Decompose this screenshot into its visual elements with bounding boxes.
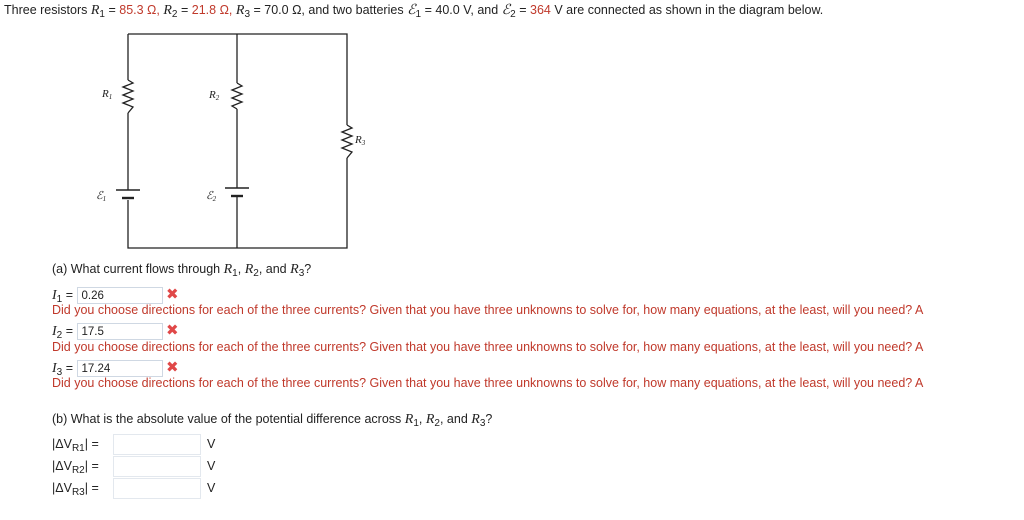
label-e2: ℰ2 — [206, 190, 217, 203]
i3-answer-field[interactable]: 17.24 — [77, 360, 163, 377]
part-a-question: (a) What current flows through $R_1$, $R_2$, and $R_3$? — [52, 262, 312, 279]
dv-r2-input[interactable] — [113, 456, 201, 477]
i1-feedback: Did you choose directions for each of the three currents? Given that you have three unknowns to solve for, how many equations, at the least, will you need? A — [52, 303, 924, 317]
r1-value: 85.3 Ω, — [119, 3, 160, 17]
dv-r1-row: $|\Delta V_{R1}| = V$ — [52, 434, 215, 455]
e1-value: 40.0 V, and — [435, 3, 499, 17]
problem-statement: Three resistors $R_1 = 85.3$ Ω, $R_2 = 21.8$ Ω, $R_3 = 70.0$ Ω, and two batteries ℰ$_1$ = 40.0 V, and ℰ$_2$ = 364 V are connected as shown in the diagram below. — [4, 3, 824, 20]
r3-value: 70.0 Ω, and two batteries — [264, 3, 404, 17]
incorrect-x-icon: ✖ — [166, 322, 179, 339]
e2-value: 364 — [530, 3, 551, 17]
i2-feedback: Did you choose directions for each of the three currents? Given that you have three unknowns to solve for, how many equations, at the least, will you need? A — [52, 340, 924, 354]
resistor-r2 — [232, 83, 242, 109]
i2-answer-field[interactable]: 17.5 — [77, 323, 163, 340]
i3-feedback: Did you choose directions for each of the three currents? Given that you have three unknowns to solve for, how many equations, at the least, will you need? A — [52, 376, 924, 390]
r2-value: 21.8 Ω, — [191, 3, 233, 17]
incorrect-x-icon: ✖ — [166, 286, 179, 303]
dv-r3-row: $|\Delta V_{R3}| = V$ — [52, 478, 215, 499]
i1-answer-field[interactable]: 0.26 — [77, 287, 163, 304]
answer-row-i1: $I_1 = 0.26$ ✖ — [52, 286, 179, 305]
label-r1: R1 — [102, 88, 113, 101]
label-r3: R3 — [355, 134, 366, 147]
answer-row-i3: $I_3 = 17.24$ ✖ — [52, 359, 179, 378]
incorrect-x-icon: ✖ — [166, 359, 179, 376]
circuit-diagram — [90, 26, 380, 252]
part-b-question: (b) What is the absolute value of the potential difference across $R_1$, $R_2$, and $R_3$? — [52, 412, 493, 429]
label-e1: ℰ1 — [96, 190, 107, 203]
dv-r1-input[interactable] — [113, 434, 201, 455]
answer-row-i2: $I_2 = 17.5$ ✖ — [52, 322, 179, 341]
label-r2: R2 — [209, 89, 220, 102]
dv-r2-row: $|\Delta V_{R2}| = V$ — [52, 456, 215, 477]
dv-r3-input[interactable] — [113, 478, 201, 499]
